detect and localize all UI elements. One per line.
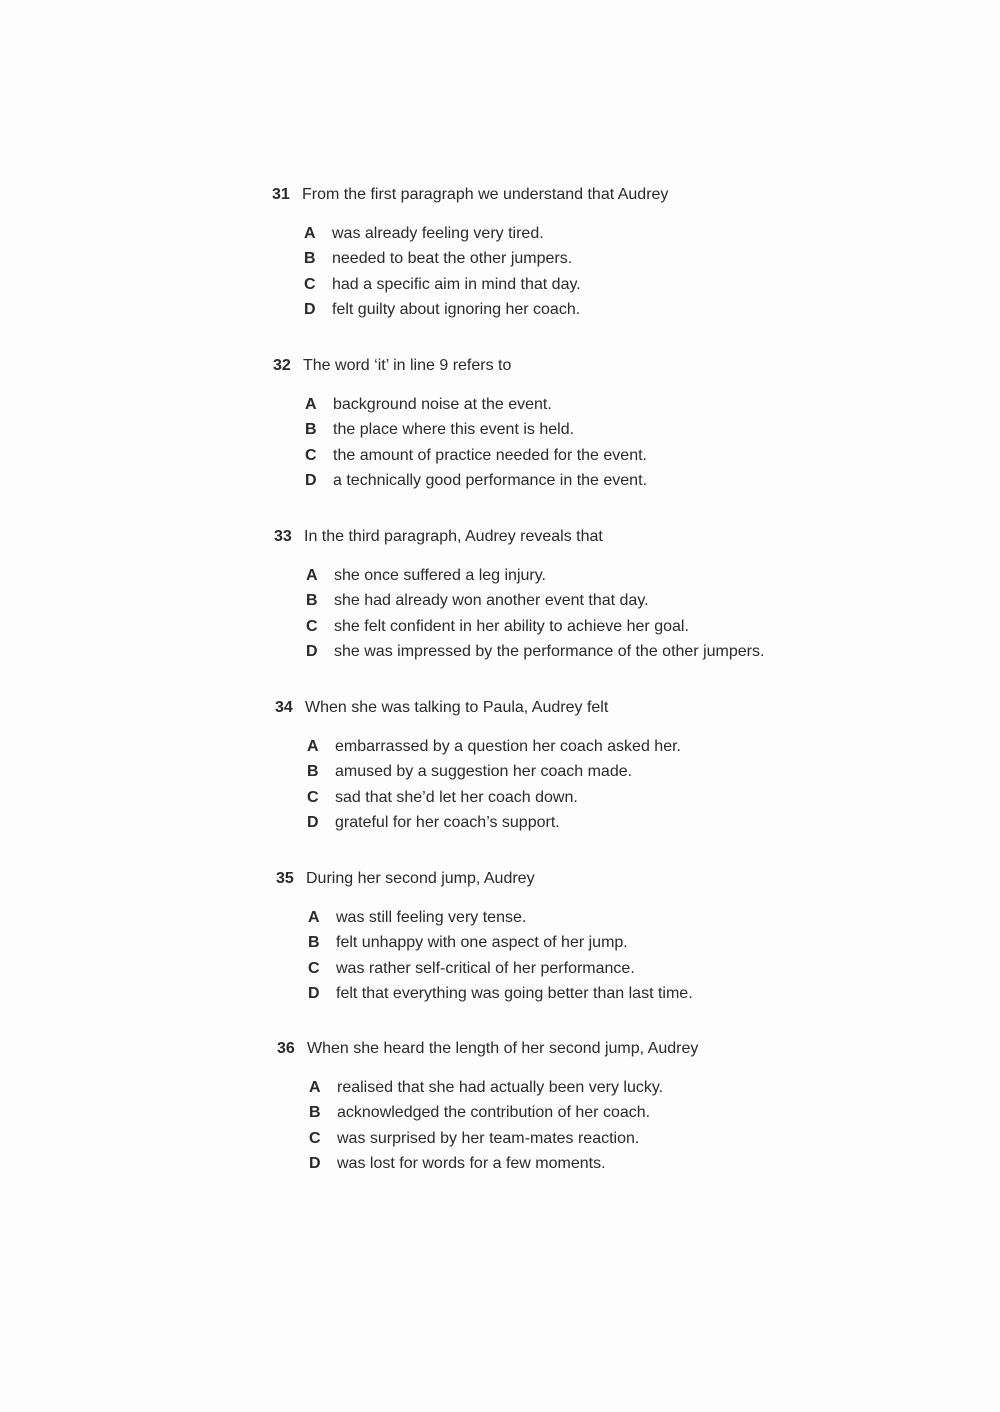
option-letter: A xyxy=(308,909,320,926)
option-text: the place where this event is held. xyxy=(333,421,575,439)
option-letter: C xyxy=(304,275,316,293)
option-text: sad that she’d let her coach down. xyxy=(335,788,578,806)
option-c[interactable] xyxy=(275,785,1000,810)
option-letter: D xyxy=(308,984,320,1002)
question-32 xyxy=(0,352,1000,493)
question-number: 31 xyxy=(272,186,290,203)
option-text: realised that she had actually been very lucky. xyxy=(337,1079,664,1096)
question-stem: From the first paragraph we understand that Audrey xyxy=(302,186,669,203)
option-letter: C xyxy=(305,446,317,464)
option-letter: D xyxy=(304,300,316,318)
option-b[interactable] xyxy=(272,246,1000,271)
question-stem: The word ‘it’ in line 9 refers to xyxy=(303,357,512,374)
option-c[interactable] xyxy=(276,956,1000,981)
option-letter: B xyxy=(305,421,317,439)
option-text: was surprised by her team-mates reaction. xyxy=(337,1129,640,1147)
answer-options xyxy=(274,563,1000,664)
option-letter: D xyxy=(306,642,318,660)
option-b[interactable] xyxy=(277,1100,1000,1125)
option-b[interactable] xyxy=(275,759,1000,784)
option-text: background noise at the event. xyxy=(333,396,552,413)
answer-options xyxy=(277,1075,1000,1176)
question-header xyxy=(273,352,1000,380)
option-text: she felt confident in her ability to achieve her goal. xyxy=(334,617,689,635)
option-letter: A xyxy=(306,567,318,584)
question-stem: When she was talking to Paula, Audrey felt xyxy=(305,699,609,716)
option-a[interactable] xyxy=(276,905,1000,930)
option-letter: A xyxy=(305,396,317,413)
option-letter: C xyxy=(307,788,319,806)
option-letter: D xyxy=(307,813,319,831)
option-text: had a specific aim in mind that day. xyxy=(332,275,581,293)
option-text: was lost for words for a few moments. xyxy=(337,1154,606,1172)
option-c[interactable] xyxy=(277,1126,1000,1151)
option-c[interactable] xyxy=(273,443,1000,468)
option-text: the amount of practice needed for the event. xyxy=(333,446,647,464)
option-text: felt guilty about ignoring her coach. xyxy=(332,300,581,318)
option-d[interactable] xyxy=(273,468,1000,493)
question-number: 36 xyxy=(277,1040,295,1057)
option-text: felt that everything was going better than last time. xyxy=(336,984,693,1002)
option-text: a technically good performance in the event. xyxy=(333,471,647,489)
option-text: was still feeling very tense. xyxy=(336,909,527,926)
option-a[interactable] xyxy=(272,221,1000,246)
option-text: needed to beat the other jumpers. xyxy=(332,250,573,268)
option-d[interactable] xyxy=(277,1151,1000,1176)
option-text: amused by a suggestion her coach made. xyxy=(335,763,633,781)
option-b[interactable] xyxy=(274,588,1000,613)
question-header xyxy=(277,1035,1000,1063)
option-letter: D xyxy=(305,471,317,489)
question-31 xyxy=(0,181,1000,322)
answer-options xyxy=(272,221,1000,322)
option-a[interactable] xyxy=(277,1075,1000,1100)
question-stem: When she heard the length of her second jump, Audrey xyxy=(307,1040,699,1057)
question-stem: In the third paragraph, Audrey reveals that xyxy=(304,528,603,545)
option-text: she once suffered a leg injury. xyxy=(334,567,546,584)
option-d[interactable] xyxy=(276,981,1000,1006)
option-letter: B xyxy=(309,1104,321,1122)
option-letter: B xyxy=(307,763,319,781)
answer-options xyxy=(275,734,1000,835)
option-letter: A xyxy=(307,738,319,755)
question-34 xyxy=(0,694,1000,835)
option-text: was already feeling very tired. xyxy=(332,225,544,242)
option-d[interactable] xyxy=(274,639,1000,664)
question-number: 32 xyxy=(273,357,291,374)
option-a[interactable] xyxy=(275,734,1000,759)
option-text: felt unhappy with one aspect of her jump. xyxy=(336,934,628,952)
answer-options xyxy=(273,392,1000,493)
option-text: embarrassed by a question her coach asked her. xyxy=(335,738,681,755)
question-number: 33 xyxy=(274,528,292,545)
option-letter: D xyxy=(309,1154,321,1172)
answer-options xyxy=(276,905,1000,1006)
option-letter: B xyxy=(308,934,320,952)
option-d[interactable] xyxy=(275,810,1000,835)
question-33 xyxy=(0,523,1000,664)
option-d[interactable] xyxy=(272,297,1000,322)
question-header xyxy=(276,865,1000,893)
option-b[interactable] xyxy=(276,930,1000,955)
option-b[interactable] xyxy=(273,417,1000,442)
option-letter: C xyxy=(309,1129,321,1147)
option-letter: A xyxy=(304,225,316,242)
option-text: was rather self-critical of her performance. xyxy=(336,959,635,977)
option-letter: B xyxy=(306,592,318,610)
option-letter: A xyxy=(309,1079,321,1096)
option-text: she had already won another event that day. xyxy=(334,592,649,610)
option-a[interactable] xyxy=(274,563,1000,588)
question-header xyxy=(272,181,1000,209)
option-c[interactable] xyxy=(274,614,1000,639)
option-letter: B xyxy=(304,250,316,268)
option-letter: C xyxy=(308,959,320,977)
question-number: 35 xyxy=(276,870,294,887)
question-number: 34 xyxy=(275,699,293,716)
question-header xyxy=(275,694,1000,722)
option-text: she was impressed by the performance of the other jumpers. xyxy=(334,642,765,660)
option-letter: C xyxy=(306,617,318,635)
option-text: acknowledged the contribution of her coach. xyxy=(337,1104,651,1122)
question-stem: During her second jump, Audrey xyxy=(306,870,535,887)
option-c[interactable] xyxy=(272,272,1000,297)
question-35 xyxy=(0,865,1000,1006)
question-36 xyxy=(0,1035,1000,1176)
question-header xyxy=(274,523,1000,551)
option-a[interactable] xyxy=(273,392,1000,417)
option-text: grateful for her coach’s support. xyxy=(335,813,560,831)
